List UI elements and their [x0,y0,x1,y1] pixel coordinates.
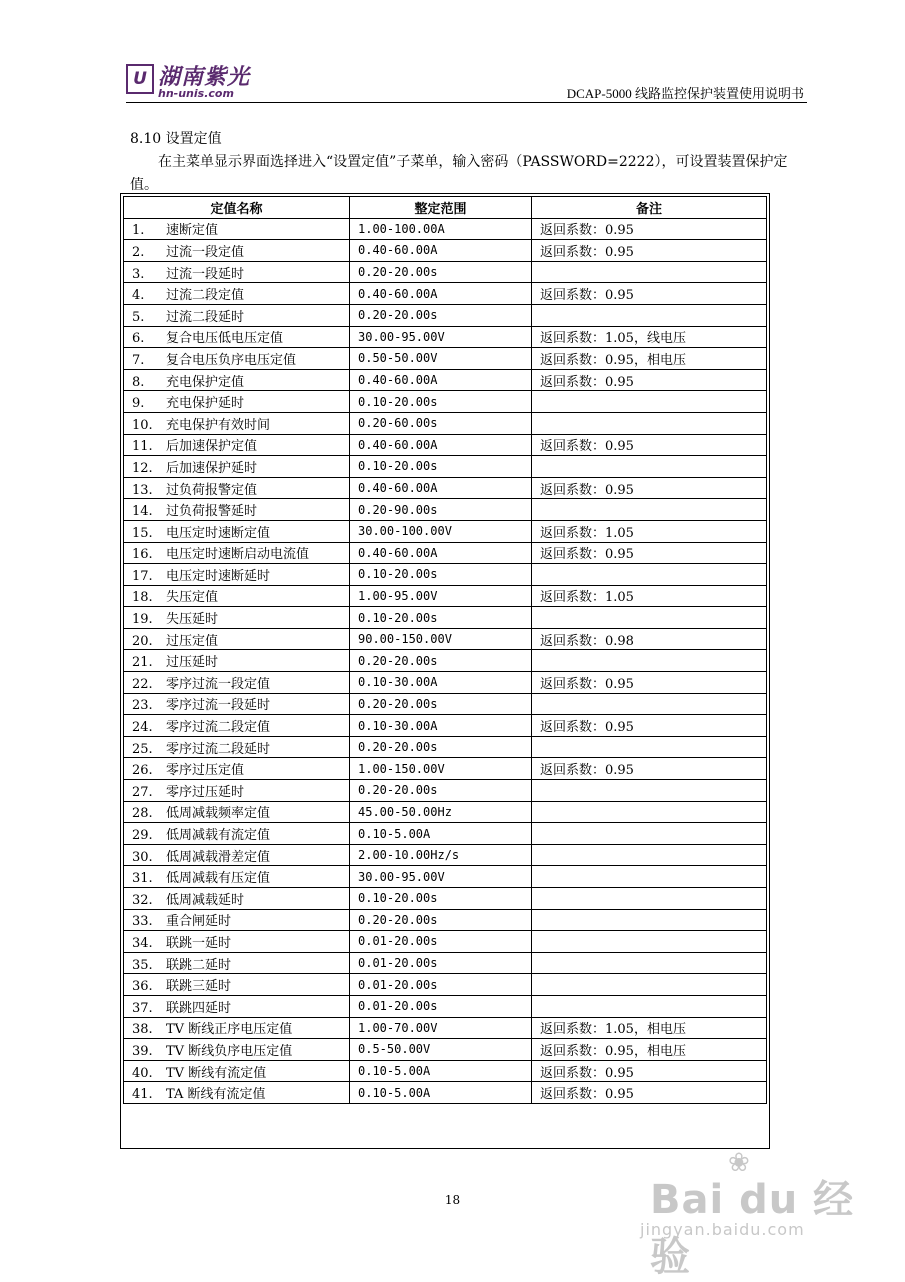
setting-note-cell: 返回系数：0.95 [532,369,767,391]
setting-name-cell [124,672,350,694]
setting-name: 过负荷报警延时 [166,504,258,520]
table-header-row [124,197,767,219]
setting-note-cell [532,888,767,910]
table-row [124,866,767,888]
row-index: 40. [132,1065,153,1081]
row-index: 36. [132,979,153,995]
setting-name: TV 断线有流定值 [166,1065,267,1081]
table-row [124,1082,767,1104]
setting-name-cell [124,261,350,283]
table-row [124,1060,767,1082]
row-index: 25. [132,741,153,757]
setting-name: TV 断线负序电压定值 [166,1043,293,1059]
setting-range-cell: 1.00-100.00A [350,218,532,240]
setting-note-cell: 返回系数：0.95 [532,240,767,262]
table-row [124,650,767,672]
setting-range-cell: 0.01-20.00s [350,952,532,974]
setting-name-cell [124,758,350,780]
setting-note-cell [532,801,767,823]
setting-name: 零序过压定值 [166,763,245,779]
table-row [124,974,767,996]
setting-range-cell: 0.10-20.00s [350,888,532,910]
setting-name: 过流一段延时 [166,266,245,282]
setting-note-cell [532,909,767,931]
setting-range-cell: 0.10-20.00s [350,391,532,413]
table-row [124,477,767,499]
row-index: 21. [132,655,153,671]
table-row [124,758,767,780]
page-number: 18 [444,1193,461,1207]
table-row [124,412,767,434]
setting-note-cell [532,823,767,845]
row-index: 30. [132,849,153,865]
setting-note-cell [532,607,767,629]
setting-range-cell: 0.40-60.00A [350,283,532,305]
setting-range-cell: 0.10-5.00A [350,823,532,845]
table-row [124,628,767,650]
setting-name-cell [124,412,350,434]
row-index: 27. [132,784,153,800]
row-index: 16. [132,547,153,563]
table-row [124,1039,767,1061]
row-index: 29. [132,828,153,844]
row-index: 20. [132,633,153,649]
setting-range-cell: 0.10-30.00A [350,672,532,694]
table-row [124,1017,767,1039]
setting-name-cell [124,477,350,499]
setting-name: 联跳二延时 [166,957,232,973]
setting-note-cell: 返回系数：0.95 [532,758,767,780]
setting-name-cell [124,1060,350,1082]
logo-website: hn-unis.com [158,87,234,100]
setting-note-cell [532,844,767,866]
setting-range-cell: 0.20-20.00s [350,909,532,931]
setting-name-cell [124,628,350,650]
setting-note-cell: 返回系数：0.98 [532,628,767,650]
setting-note-cell [532,650,767,672]
setting-note-cell [532,564,767,586]
row-index: 14. [132,504,153,520]
setting-name: 低周减载频率定值 [166,806,271,822]
setting-name-cell [124,607,350,629]
setting-name: 联跳四延时 [166,1000,232,1016]
setting-note-cell: 返回系数：1.05，线电压 [532,326,767,348]
table-row [124,736,767,758]
row-index: 33. [132,914,153,930]
setting-name-cell [124,844,350,866]
setting-range-cell: 30.00-100.00V [350,520,532,542]
setting-name-cell [124,520,350,542]
setting-note-cell: 返回系数：0.95 [532,1060,767,1082]
setting-range-cell: 0.20-20.00s [350,736,532,758]
setting-range-cell: 0.20-20.00s [350,650,532,672]
setting-name-cell [124,650,350,672]
table-row [124,240,767,262]
setting-name: 零序过流二段定值 [166,720,271,736]
table-row [124,844,767,866]
setting-name-cell [124,715,350,737]
company-logo [126,60,266,102]
table-row [124,326,767,348]
column-header-name: 定值名称 [124,197,350,219]
setting-range-cell: 0.40-60.00A [350,434,532,456]
setting-name: 零序过流一段定值 [166,676,271,692]
setting-range-cell: 90.00-150.00V [350,628,532,650]
setting-name: 过压定值 [166,633,219,649]
setting-note-cell [532,261,767,283]
row-index: 38. [132,1022,153,1038]
logo-mark: U [126,64,154,94]
setting-note-cell: 返回系数：0.95，相电压 [532,1039,767,1061]
setting-range-cell: 0.40-60.00A [350,477,532,499]
setting-range-cell: 0.01-20.00s [350,995,532,1017]
setting-name: 过流二段延时 [166,309,245,325]
setting-name-cell [124,391,350,413]
setting-range-cell: 0.10-20.00s [350,607,532,629]
setting-name-cell [124,456,350,478]
section-title: 8.10 设置定值 [130,131,222,147]
watermark-brand: Bai du 经验 [650,1177,855,1280]
setting-range-cell: 0.10-20.00s [350,564,532,586]
setting-name: 零序过流一段延时 [166,698,271,714]
setting-range-cell: 0.10-30.00A [350,715,532,737]
setting-note-cell [532,412,767,434]
table-row [124,952,767,974]
setting-range-cell: 0.10-5.00A [350,1060,532,1082]
setting-note-cell: 返回系数：0.95 [532,672,767,694]
table-row [124,283,767,305]
table-row [124,542,767,564]
setting-name: 充电保护延时 [166,396,245,412]
table-row [124,520,767,542]
setting-name: 低周减载有压定值 [166,871,271,887]
setting-name-cell [124,801,350,823]
setting-name-cell [124,348,350,370]
row-index: 15. [132,525,153,541]
row-index: 4. [132,288,145,304]
setting-note-cell: 返回系数：0.95 [532,1082,767,1104]
table-row [124,823,767,845]
watermark-site: jingyan.baidu.com [640,1220,805,1239]
table-row [124,693,767,715]
setting-name-cell [124,1017,350,1039]
setting-range-cell: 1.00-70.00V [350,1017,532,1039]
setting-name-cell [124,888,350,910]
setting-name-cell [124,240,350,262]
row-index: 11. [132,439,153,455]
setting-note-cell [532,304,767,326]
setting-name-cell [124,736,350,758]
row-index: 32. [132,892,153,908]
setting-range-cell: 0.20-20.00s [350,261,532,283]
setting-name-cell [124,304,350,326]
setting-name: 过负荷报警定值 [166,482,258,498]
setting-name-cell [124,952,350,974]
table-row [124,369,767,391]
table-row [124,672,767,694]
setting-note-cell [532,693,767,715]
table-row [124,585,767,607]
setting-name-cell [124,866,350,888]
setting-name-cell [124,823,350,845]
column-header-range: 整定范围 [350,197,532,219]
setting-range-cell: 0.10-20.00s [350,456,532,478]
setting-note-cell: 返回系数：0.95，相电压 [532,348,767,370]
table-row [124,456,767,478]
table-row [124,780,767,802]
setting-name: 联跳一延时 [166,935,232,951]
setting-name: 重合闸延时 [166,914,232,930]
setting-range-cell: 0.40-60.00A [350,542,532,564]
row-index: 9. [132,396,145,412]
setting-note-cell [532,456,767,478]
setting-name-cell [124,542,350,564]
setting-name-cell [124,499,350,521]
row-index: 24. [132,720,153,736]
table-row [124,218,767,240]
row-index: 10. [132,417,153,433]
setting-note-cell: 返回系数：0.95 [532,715,767,737]
setting-name-cell [124,995,350,1017]
row-index: 2. [132,244,145,260]
setting-note-cell [532,995,767,1017]
header-divider [126,102,807,103]
setting-name: 失压延时 [166,612,219,628]
setting-name-cell [124,585,350,607]
document-title: DCAP-5000 线路监控保护装置使用说明书 [566,86,804,101]
setting-name: 后加速保护定值 [166,439,258,455]
setting-name-cell [124,693,350,715]
setting-note-cell: 返回系数：0.95 [532,477,767,499]
table-row [124,931,767,953]
setting-note-cell [532,736,767,758]
row-index: 22. [132,676,153,692]
row-index: 5. [132,309,145,325]
setting-range-cell: 0.01-20.00s [350,931,532,953]
row-index: 7. [132,352,145,368]
section-intro: 在主菜单显示界面选择进入“设置定值”子菜单，输入密码（PASSWORD=2222），可设置装置保护定值。 [130,154,788,193]
setting-name-cell [124,218,350,240]
row-index: 31. [132,871,153,887]
setting-name-cell [124,974,350,996]
setting-note-cell: 返回系数：0.95 [532,283,767,305]
row-index: 1. [132,223,145,239]
setting-range-cell: 1.00-150.00V [350,758,532,780]
setting-range-cell: 0.20-20.00s [350,693,532,715]
row-index: 17. [132,568,153,584]
setting-name: 过流二段定值 [166,288,245,304]
row-index: 6. [132,331,145,347]
paw-icon: ❀ [728,1148,750,1178]
setting-note-cell [532,499,767,521]
row-index: 28. [132,806,153,822]
row-index: 12. [132,460,153,476]
setting-name-cell [124,434,350,456]
setting-name: 充电保护定值 [166,374,245,390]
row-index: 26. [132,763,153,779]
setting-note-cell: 返回系数：0.95 [532,434,767,456]
setting-range-cell: 1.00-95.00V [350,585,532,607]
row-index: 35. [132,957,153,973]
logo-name: 湖南紫光 [158,64,251,90]
table-row [124,607,767,629]
setting-note-cell [532,780,767,802]
setting-name: 过压延时 [166,655,219,671]
setting-name-cell [124,369,350,391]
setting-name: 低周减载延时 [166,892,245,908]
setting-note-cell: 返回系数：0.95 [532,542,767,564]
setting-note-cell [532,974,767,996]
settings-table [123,196,767,1104]
setting-name-cell [124,909,350,931]
setting-range-cell: 45.00-50.00Hz [350,801,532,823]
setting-name: 过流一段定值 [166,244,245,260]
setting-name-cell [124,564,350,586]
setting-note-cell: 返回系数：0.95 [532,218,767,240]
row-index: 8. [132,374,145,390]
setting-name: 电压定时速断定值 [166,525,271,541]
table-row [124,304,767,326]
table-row [124,391,767,413]
setting-range-cell: 0.20-90.00s [350,499,532,521]
setting-range-cell: 2.00-10.00Hz/s [350,844,532,866]
row-index: 34. [132,935,153,951]
setting-range-cell: 0.20-20.00s [350,780,532,802]
setting-note-cell: 返回系数：1.05 [532,520,767,542]
row-index: 13. [132,482,153,498]
row-index: 39. [132,1043,153,1059]
setting-range-cell: 0.20-20.00s [350,304,532,326]
setting-range-cell: 0.10-5.00A [350,1082,532,1104]
table-row [124,261,767,283]
table-row [124,715,767,737]
setting-note-cell [532,952,767,974]
row-index: 18. [132,590,153,606]
setting-name: 电压定时速断启动电流值 [166,547,310,563]
setting-name: TA 断线有流定值 [166,1087,266,1103]
setting-name: 速断定值 [166,223,219,239]
setting-name: 联跳三延时 [166,979,232,995]
setting-name: 零序过流二段延时 [166,741,271,757]
table-row [124,564,767,586]
setting-note-cell [532,931,767,953]
setting-name: 低周减载滑差定值 [166,849,271,865]
table-row [124,909,767,931]
setting-range-cell: 30.00-95.00V [350,326,532,348]
setting-name-cell [124,931,350,953]
table-row [124,801,767,823]
table-row [124,888,767,910]
row-index: 3. [132,266,145,282]
setting-note-cell [532,866,767,888]
setting-range-cell: 0.20-60.00s [350,412,532,434]
row-index: 23. [132,698,153,714]
setting-name-cell [124,326,350,348]
setting-range-cell: 30.00-95.00V [350,866,532,888]
table-row [124,434,767,456]
setting-range-cell: 0.50-50.00V [350,348,532,370]
setting-range-cell: 0.40-60.00A [350,240,532,262]
setting-name: 复合电压低电压定值 [166,331,284,347]
column-header-note: 备注 [532,197,767,219]
row-index: 41. [132,1087,153,1103]
setting-range-cell: 0.40-60.00A [350,369,532,391]
baidu-jingyan-watermark [640,1148,870,1280]
row-index: 37. [132,1000,153,1016]
table-row [124,995,767,1017]
setting-name: 失压定值 [166,590,219,606]
setting-range-cell: 0.5-50.00V [350,1039,532,1061]
table-row [124,348,767,370]
table-row [124,499,767,521]
setting-name-cell [124,1039,350,1061]
setting-name: 充电保护有效时间 [166,417,271,433]
setting-name: 电压定时速断延时 [166,568,271,584]
setting-name-cell [124,1082,350,1104]
setting-name-cell [124,283,350,305]
setting-name: 低周减载有流定值 [166,828,271,844]
setting-name: 复合电压负序电压定值 [166,352,297,368]
setting-name-cell [124,780,350,802]
row-index: 19. [132,612,153,628]
setting-note-cell [532,391,767,413]
setting-note-cell: 返回系数：1.05，相电压 [532,1017,767,1039]
setting-name: 后加速保护延时 [166,460,258,476]
setting-name: 零序过压延时 [166,784,245,800]
setting-range-cell: 0.01-20.00s [350,974,532,996]
settings-table-frame [120,193,770,1149]
setting-note-cell: 返回系数：1.05 [532,585,767,607]
setting-name: TV 断线正序电压定值 [166,1022,293,1038]
